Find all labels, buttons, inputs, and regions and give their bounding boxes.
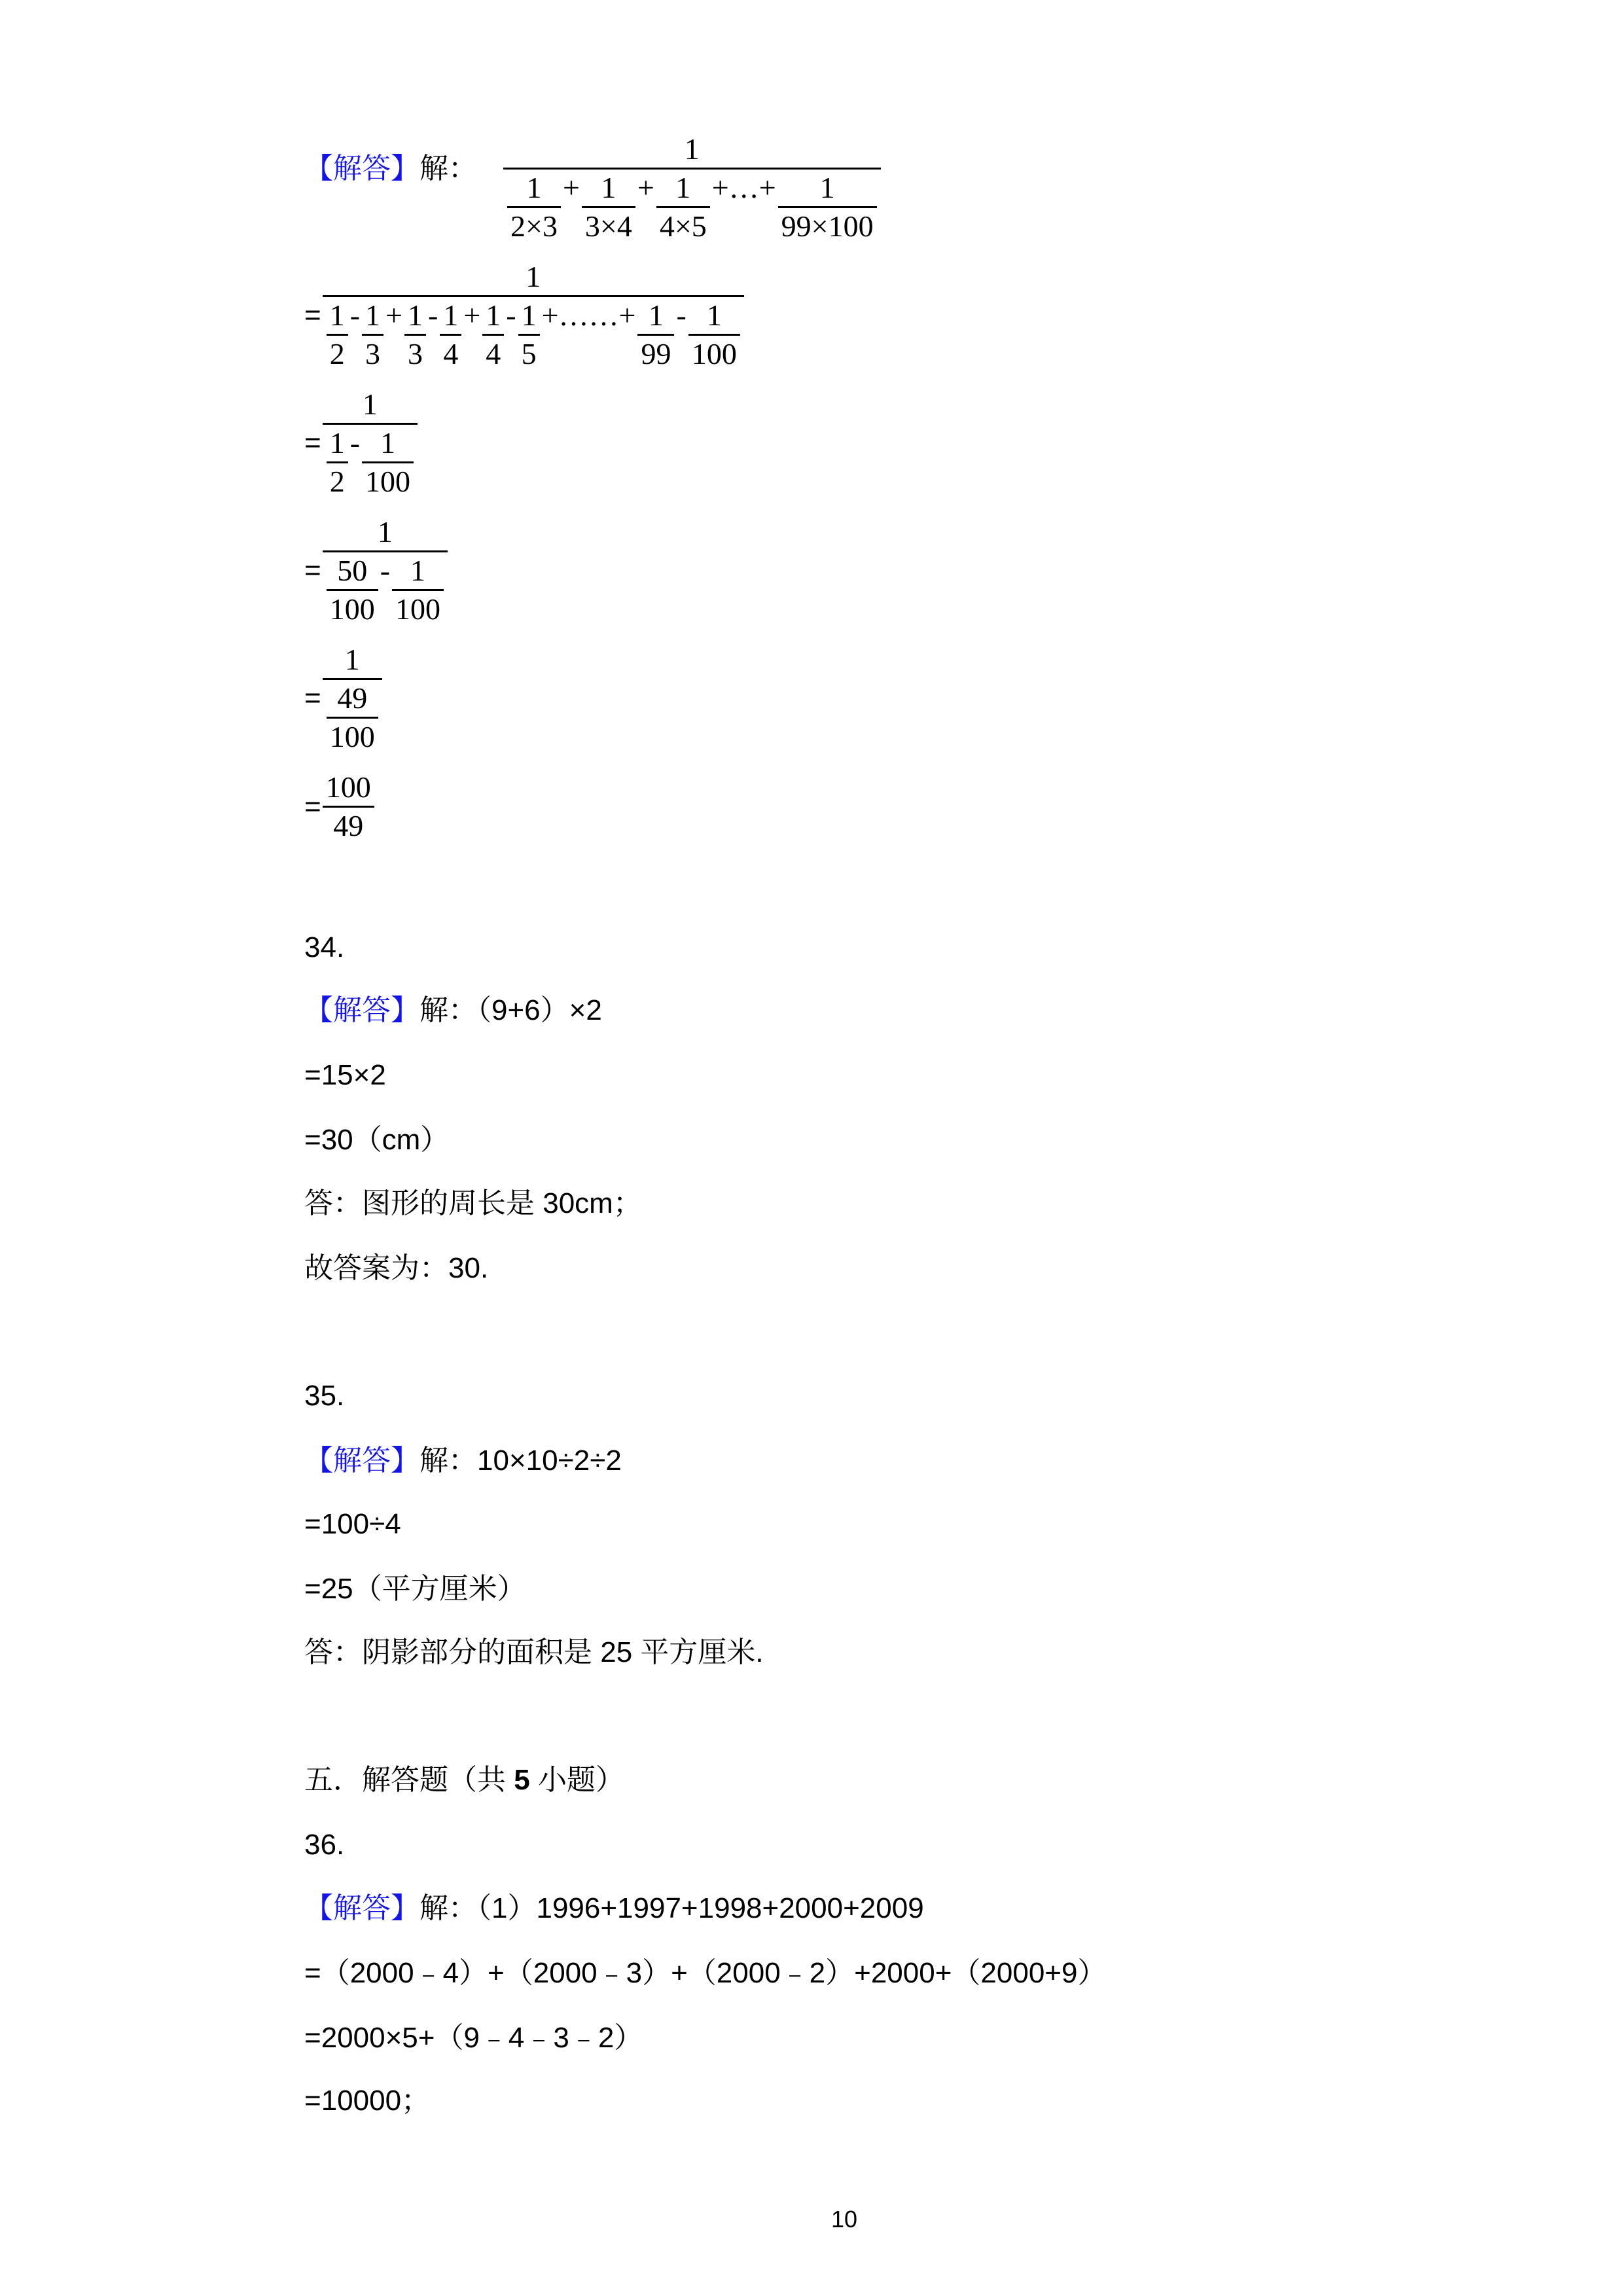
equals-sign: = (304, 682, 321, 714)
fraction (656, 170, 710, 245)
fraction-numerator (656, 170, 710, 208)
fraction-numerator (323, 769, 374, 808)
fraction-numerator (362, 297, 383, 336)
fraction-numerator (503, 131, 881, 170)
fraction (323, 386, 418, 500)
math-text: 4×5 (659, 209, 707, 243)
fraction-numerator (392, 552, 444, 591)
q33-answer-header (304, 149, 477, 188)
math-text: 1 (486, 298, 501, 332)
fraction (507, 170, 561, 245)
solution-prefix: 解： (419, 152, 477, 185)
math-text: 1 (362, 387, 378, 421)
fraction-numerator (778, 170, 877, 208)
fraction-numerator (362, 425, 414, 463)
fraction-denominator (362, 463, 414, 500)
math-text: 1 (675, 171, 691, 204)
math-text: 1 (329, 426, 345, 459)
math-text: - (349, 426, 361, 459)
fraction (327, 680, 378, 755)
q36-answer-header (304, 1889, 924, 1928)
answer-tag: 【解答】 (304, 994, 419, 1026)
math-step-1 (502, 131, 882, 245)
math-text: 1 (684, 132, 700, 166)
math-text: + (385, 298, 402, 332)
fraction-denominator (482, 336, 504, 372)
fraction-numerator (323, 259, 744, 297)
math-text: 1 (601, 171, 616, 204)
fraction-denominator (518, 336, 540, 372)
fraction-denominator (327, 336, 348, 372)
math-text: 100 (365, 465, 411, 498)
fraction-denominator (327, 463, 348, 500)
q34-answer-header (304, 991, 602, 1030)
section-question-count: 5 (514, 1764, 530, 1796)
fraction-denominator (327, 719, 378, 755)
math-step-6 (304, 769, 376, 844)
fraction-denominator (637, 336, 674, 372)
answer-tag: 【解答】 (304, 1892, 419, 1924)
q35-answer-header (304, 1441, 622, 1480)
fraction-numerator (323, 641, 382, 680)
fraction (392, 552, 444, 628)
math-text: - (676, 298, 687, 332)
math-text: 2 (329, 465, 345, 498)
math-text: - (349, 298, 361, 332)
math-text: 1 (819, 171, 835, 204)
fraction (503, 131, 881, 245)
math-text: 1 (329, 298, 345, 332)
fraction (440, 297, 461, 372)
math-step-4 (304, 514, 449, 628)
fraction (582, 170, 635, 245)
fraction (362, 297, 383, 372)
math-text: 5 (521, 337, 537, 370)
fraction-numerator (327, 552, 378, 591)
math-step-5 (304, 641, 383, 755)
fraction-denominator (656, 208, 710, 245)
math-text: 99 (641, 337, 671, 370)
fraction (323, 641, 382, 755)
math-text: 1 (407, 298, 423, 332)
fraction (327, 425, 348, 500)
fraction-denominator (323, 552, 448, 628)
fraction (688, 297, 740, 372)
equals-sign: = (304, 299, 321, 331)
math-text: + (463, 298, 481, 332)
fraction-denominator (362, 336, 383, 372)
fraction-denominator (778, 208, 877, 245)
math-text: + (637, 171, 654, 204)
q35-line: =25（平方厘米） (304, 1573, 526, 1605)
q36-first-line: 解：（1）1996+1997+1998+2000+2009 (419, 1892, 924, 1924)
math-text: 3×4 (584, 209, 632, 243)
q35-first-line: 解：10×10÷2÷2 (419, 1444, 622, 1477)
fraction-numerator (404, 297, 426, 336)
equals-sign: = (304, 554, 321, 586)
equals-sign: = (304, 427, 321, 459)
fraction (327, 552, 378, 628)
math-text: + (562, 171, 580, 204)
fraction-numerator (323, 514, 448, 552)
q36-line: =2000×5+（9﹣4﹣3﹣2） (304, 2022, 643, 2054)
math-text: - (427, 298, 438, 332)
fraction-numerator (518, 297, 540, 336)
math-text: 4 (443, 337, 459, 370)
fraction (637, 297, 674, 372)
fraction-numerator (582, 170, 635, 208)
fraction-numerator (323, 386, 418, 425)
fraction-denominator (327, 591, 378, 628)
fraction (323, 769, 374, 844)
math-text: 1 (526, 171, 542, 204)
answer-tag: 【解答】 (304, 1444, 419, 1477)
math-text: - (380, 554, 391, 587)
fraction (323, 259, 744, 372)
fraction-denominator (323, 680, 382, 755)
q35-line: 答：阴影部分的面积是 25 平方厘米. (304, 1636, 764, 1668)
math-text: 99×100 (781, 209, 874, 243)
fraction (327, 297, 348, 372)
math-text: 1 (344, 643, 360, 676)
q34-first-line: 解：（9+6）×2 (419, 994, 602, 1026)
fraction-denominator (323, 808, 374, 844)
math-step-3 (304, 386, 419, 500)
q35-number: 35. (304, 1380, 345, 1412)
fraction-numerator (440, 297, 461, 336)
answer-tag: 【解答】 (304, 152, 419, 185)
math-text: 2 (329, 337, 345, 370)
math-text: 2×3 (510, 209, 558, 243)
math-text: 1 (526, 260, 541, 293)
math-text: - (506, 298, 516, 332)
fraction-numerator (327, 425, 348, 463)
math-text: 1 (365, 298, 381, 332)
section-heading-pre: 五．解答题（共 (304, 1764, 514, 1796)
math-text: 49 (333, 809, 364, 842)
fraction (518, 297, 540, 372)
q34-line: =15×2 (304, 1059, 386, 1091)
math-text: 1 (443, 298, 459, 332)
math-text: 1 (521, 298, 537, 332)
fraction-denominator (404, 336, 426, 372)
math-text: 100 (325, 770, 371, 804)
fraction-denominator (688, 336, 740, 372)
page-number: 10 (831, 2206, 858, 2233)
section-heading (304, 1761, 624, 1800)
fraction-denominator (582, 208, 635, 245)
q34-number: 34. (304, 931, 345, 963)
math-text: 1 (706, 298, 722, 332)
fraction-numerator (327, 680, 378, 719)
fraction-numerator (327, 297, 348, 336)
fraction-numerator (688, 297, 740, 336)
fraction-denominator (392, 591, 444, 628)
math-text: 3 (407, 337, 423, 370)
math-text: 100 (329, 592, 375, 626)
fraction-denominator (503, 170, 881, 245)
math-text: 100 (691, 337, 737, 370)
fraction (404, 297, 426, 372)
math-text: 50 (337, 554, 368, 587)
equals-sign: = (304, 790, 321, 823)
q36-number: 36. (304, 1829, 345, 1861)
q34-line: 答：图形的周长是 30cm； (304, 1187, 642, 1219)
fraction-numerator (507, 170, 561, 208)
math-text: 100 (395, 592, 441, 626)
math-text: 1 (410, 554, 426, 587)
math-text: 3 (365, 337, 381, 370)
fraction-denominator (323, 297, 744, 372)
math-text: 1 (380, 426, 396, 459)
fraction (778, 170, 877, 245)
fraction-denominator (440, 336, 461, 372)
fraction-denominator (507, 208, 561, 245)
math-text: 1 (648, 298, 664, 332)
q34-line: 故答案为：30. (304, 1252, 489, 1284)
fraction (362, 425, 414, 500)
fraction-numerator (482, 297, 504, 336)
math-text: 1 (377, 515, 393, 548)
q36-line: =10000； (304, 2085, 431, 2117)
q34-line: =30（cm） (304, 1124, 450, 1156)
q36-line: =（2000﹣4）+（2000﹣3）+（2000﹣2）+2000+（2000+9） (304, 1957, 1107, 1989)
fraction-denominator (323, 425, 418, 500)
fraction (482, 297, 504, 372)
math-text: +……+ (541, 298, 636, 332)
math-text: 4 (486, 337, 501, 370)
q35-line: =100÷4 (304, 1508, 401, 1540)
math-text: 49 (337, 681, 368, 715)
math-text: 100 (329, 720, 375, 753)
fraction-numerator (637, 297, 674, 336)
section-heading-post: 小题） (529, 1764, 624, 1796)
fraction (323, 514, 448, 628)
math-step-2 (304, 259, 745, 372)
math-text: +…+ (711, 171, 776, 204)
